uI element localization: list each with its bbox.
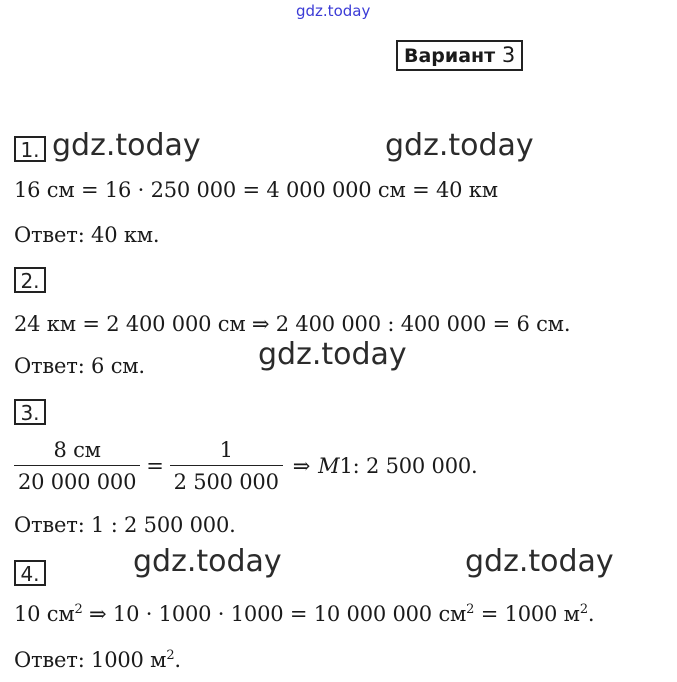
task-3-number: 3. — [14, 399, 46, 425]
task-2-solution: 24 км = 2 400 000 см ⇒ 2 400 000 : 400 000 = 6 см. — [14, 312, 571, 336]
sol-part: ⇒ 10 · 1000 · 1000 = 10 000 000 см — [82, 602, 467, 626]
sol-part: = 1000 м — [474, 602, 580, 626]
fraction-bar — [14, 465, 140, 466]
fraction-bar — [170, 465, 283, 466]
fraction-2 — [170, 438, 283, 494]
task-1-solution: 16 см = 16 · 250 000 = 4 000 000 см = 40 км — [14, 178, 498, 202]
watermark: gdz.today — [133, 544, 282, 579]
fraction-1 — [14, 438, 140, 494]
task-2-answer: Ответ: 6 см. — [14, 354, 145, 378]
scale-symbol: M — [318, 454, 340, 478]
watermark: gdz.today — [465, 544, 614, 579]
superscript: 2 — [166, 648, 175, 663]
watermark: gdz.today — [258, 337, 407, 372]
task-4-number: 4. — [14, 560, 46, 586]
superscript: 2 — [466, 602, 475, 617]
variant-label: Вариант — [404, 45, 496, 67]
equals-sign: = — [146, 454, 164, 478]
sol-part: 10 см — [14, 602, 75, 626]
answer-end: . — [174, 648, 181, 672]
fraction-1-denominator: 20 000 000 — [18, 470, 137, 494]
scale-value: 1: 2 500 000. — [339, 454, 478, 478]
fraction-2-denominator: 2 500 000 — [173, 470, 279, 494]
task-4-answer — [14, 648, 181, 672]
task-4-solution — [14, 602, 594, 626]
fraction-2-numerator: 1 — [219, 438, 233, 462]
implies-arrow: ⇒ — [292, 454, 311, 478]
superscript: 2 — [579, 602, 588, 617]
task-1-answer: Ответ: 40 км. — [14, 223, 160, 247]
watermark: gdz.today — [52, 128, 201, 163]
answer-part: Ответ: 1000 м — [14, 648, 167, 672]
variant-heading — [396, 40, 523, 71]
watermark-top: gdz.today — [296, 2, 371, 20]
superscript: 2 — [74, 602, 83, 617]
task-2-number: 2. — [14, 267, 46, 293]
watermark: gdz.today — [385, 128, 534, 163]
task-1-number: 1. — [14, 136, 46, 162]
fraction-1-numerator: 8 см — [53, 438, 101, 462]
variant-number: 3 — [501, 43, 516, 67]
sol-end: . — [587, 602, 595, 626]
task-3-solution — [14, 438, 478, 494]
task-3-answer: Ответ: 1 : 2 500 000. — [14, 513, 236, 537]
